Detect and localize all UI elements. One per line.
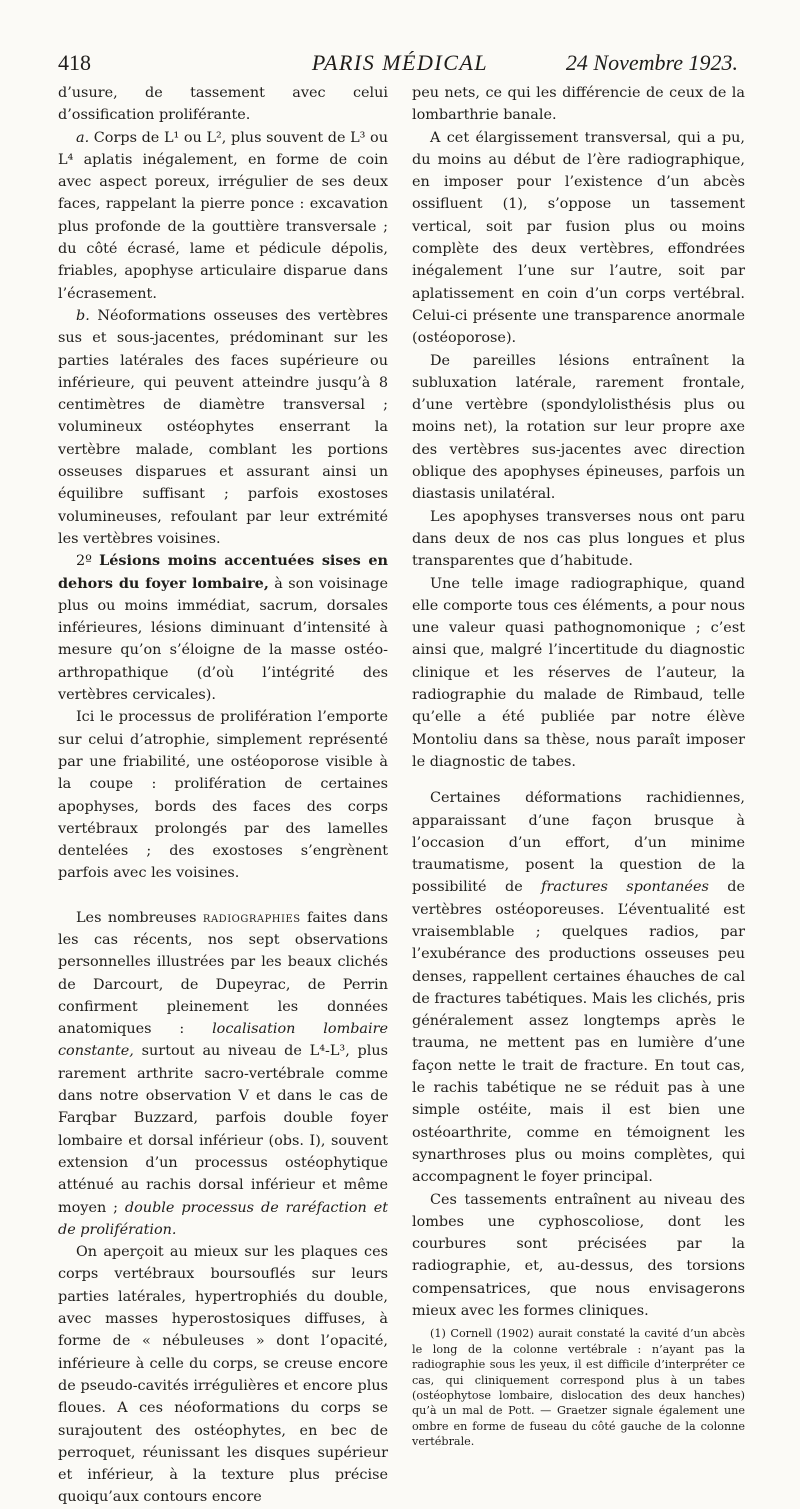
paragraph: Les apophyses transverses nous ont paru dans deux de nos cas plus longues et plus transparentes que d’habitude. <box>412 508 745 570</box>
paragraph: Ici le processus de prolifération l’emporte sur celui d’atrophie, simplement représenté par une friabilité, une ostéoporose visible à la coupe : prolifération de certaines apophyses, bords des faces des corps vertébraux prolongés par des lamelles dentelées ; des exostoses s’engrènent parfois avec les voisines. <box>58 709 388 882</box>
paragraph: Ces tassements entraînent au niveau des lombes une cyphoscoliose, dont les courbures sont précisées par la radiographie, et, au-dessus, des torsions compensatrices, que nous envisagerons mieux avec les formes cliniques. <box>412 1191 745 1320</box>
small-caps-term: radiographies <box>202 909 301 926</box>
spacer <box>58 885 388 907</box>
paragraph-text: Certaines déformations rachidiennes, apparaissant d’une façon brusque à l’occasion d’un effort, d’un minime traumatisme, posent la question de la possibilité de <box>412 790 745 896</box>
running-header <box>44 46 756 78</box>
paragraph-text: à son voisinage plus ou moins immédiat, sacrum, dorsales inférieures, lésions diminuant d’intensité à mesure qu’on s’éloigne de la masse ostéo-arthropathique (d’où l’intégrité des vertèbres cervicales). <box>58 575 389 704</box>
paragraph-text: Les nombreuses <box>76 909 197 926</box>
italic-phrase: fractures spontanées <box>541 879 709 896</box>
item-label: a. <box>76 129 90 146</box>
paragraph-text: de vertèbres ostéoporeuses. L’éventualité est vraisemblable ; quelques radios, par l’exubérance des productions osseuses peu denses, rappellent certaines éhauches de cal de fractures tabétiques. Mais les clichés, pris généralement assez longtemps après le trauma, ne mettent pas en lumière d’une façon nette le trait de fracture. En tout cas, le rachis tabétique ne se réduit pas à une simple ostéite, mais il est bien une ostéoarthrite, comme en témoignent les synarthroses plus ou moins complètes, qui accompagnent le foyer principal. <box>412 879 746 1186</box>
issue-date: 24 Novembre 1923. <box>565 50 738 75</box>
section-heading: Lésions moins accentuées sises en dehors du foyer lombaire, <box>58 552 388 592</box>
italic-phrase: double processus de raréfaction et de prolifération. <box>58 1199 388 1238</box>
paragraph <box>58 305 388 550</box>
paragraph <box>58 550 388 706</box>
footnote <box>412 1326 745 1449</box>
paragraph <box>58 907 388 1241</box>
paragraph: peu nets, ce qui les différencie de ceux de la lombarthrie banale. <box>412 85 745 124</box>
paragraph: De pareilles lésions entraînent la subluxation latérale, rarement frontale, d’une vertèbre (spondylolisthésis plus ou moins net), la rotation sur leur propre axe des vertèbres sus-jacentes avec direction oblique des apophyses épineuses, parfois un diastasis unilatéral. <box>412 352 745 503</box>
paragraph: d’usure, de tassement avec celui d’ossification proliférante. <box>58 85 388 124</box>
paragraph <box>412 787 745 1188</box>
paragraph-text: surtout au niveau de L⁴-L³, plus rarement arthrite sacro-vertébrale comme dans notre observation V et dans le cas de Farqbar Buzzard, parfois double foyer lombaire et dorsal inférieur (obs. I), souvent extension d’un processus ostéophytique atténué au rachis dorsal inférieur et même moyen ; <box>58 1043 388 1216</box>
paragraph <box>58 127 388 305</box>
paragraph-text: faites dans les cas récents, nos sept observations personnelles illustrées par les beaux clichés de Darcourt, de Dupeyrac, de Perrin confirment pleinement les données anatomiques : <box>58 909 388 1038</box>
paragraph: A cet élargissement transversal, qui a pu, du moins au début de l’ère radiographique, en imposer pour l’existence d’un abcès ossifluent (1), s’oppose un tassement vertical, soit par fusion plus ou moins complète des deux vertèbres, effondrées inégalement l’une sur l’autre, soit par aplatissement en coin d’un corps vertébral. Celui-ci présente une transparence anormale (ostéoporose). <box>412 129 745 347</box>
paragraph: Une telle image radiographique, quand elle comporte tous ces éléments, a pour nous une valeur quasi pathognomonique ; c’est ainsi que, malgré l’incertitude du diagnostic clinique et les réserves de l’auteur, la radiographie du malade de Rimbaud, telle qu’elle a été publiée par notre élève Montoliu dans sa thèse, nous paraît imposer le diagnostic de tabes. <box>412 575 745 770</box>
paragraph-text: Corps de L¹ ou L², plus souvent de L³ ou L⁴ aplatis inégalement, en forme de coin avec aspect poreux, irrégulier de ses deux faces, rappelant la pierre ponce : excavation plus profonde de la gouttière transversale ; du côté écrasé, lame et pédicule dépolis, friables, apophyse articulaire disparue dans l’écrasement. <box>58 129 388 302</box>
italic-phrase: localisation lombaire constante, <box>58 1021 389 1060</box>
item-number: 2º <box>76 553 92 570</box>
journal-title: PARIS MÉDICAL <box>311 50 489 75</box>
page-number: 418 <box>58 50 91 75</box>
item-label: b. <box>76 307 90 324</box>
right-column <box>412 82 745 1450</box>
left-column <box>58 82 388 1509</box>
spacer <box>412 773 745 787</box>
footnote-text: (1) Cornell (1902) aurait constaté la cavité d’un abcès le long de la colonne vertébrale : n’ayant pas la radiographie sous les yeux, il est difficile d’interpréter ce cas, qui cliniquement correspond plus à un tabes (ostéophytose lombaire, dislocation des deux hanches) qu’à un mal de Pott. — Graetzer signale également une ombre en forme de fuseau du côté gauche de la colonne vertébrale. <box>412 1327 745 1449</box>
paragraph: On aperçoit au mieux sur les plaques ces corps vertébraux boursouflés sur leurs parties latérales, hypertrophiés du double, avec masses hyperostosiques diffuses, à forme de « nébuleuses » dont l’opacité, inférieure à celle du corps, se creuse encore de pseudo-cavités irrégulières et encore plus floues. A ces néoformations du corps se surajoutent des ostéophytes, en bec de perroquet, réunissant les disques supérieur et inférieur, à la texture plus précise quoiqu’aux contours encore <box>58 1244 388 1506</box>
paragraph-text: Néoformations osseuses des vertèbres sus et sous-jacentes, prédominant sur les parties latérales des faces supérieure ou inférieure, qui peuvent atteindre jusqu’à 8 centimètres de diamètre transversal ; volumineux ostéophytes enserrant la vertèbre malade, comblant les portions osseuses disparues et assurant ainsi un équilibre suffisant ; parfois exostoses volumineuses, refoulant par leur extrémité les vertèbres voisines. <box>58 307 389 547</box>
